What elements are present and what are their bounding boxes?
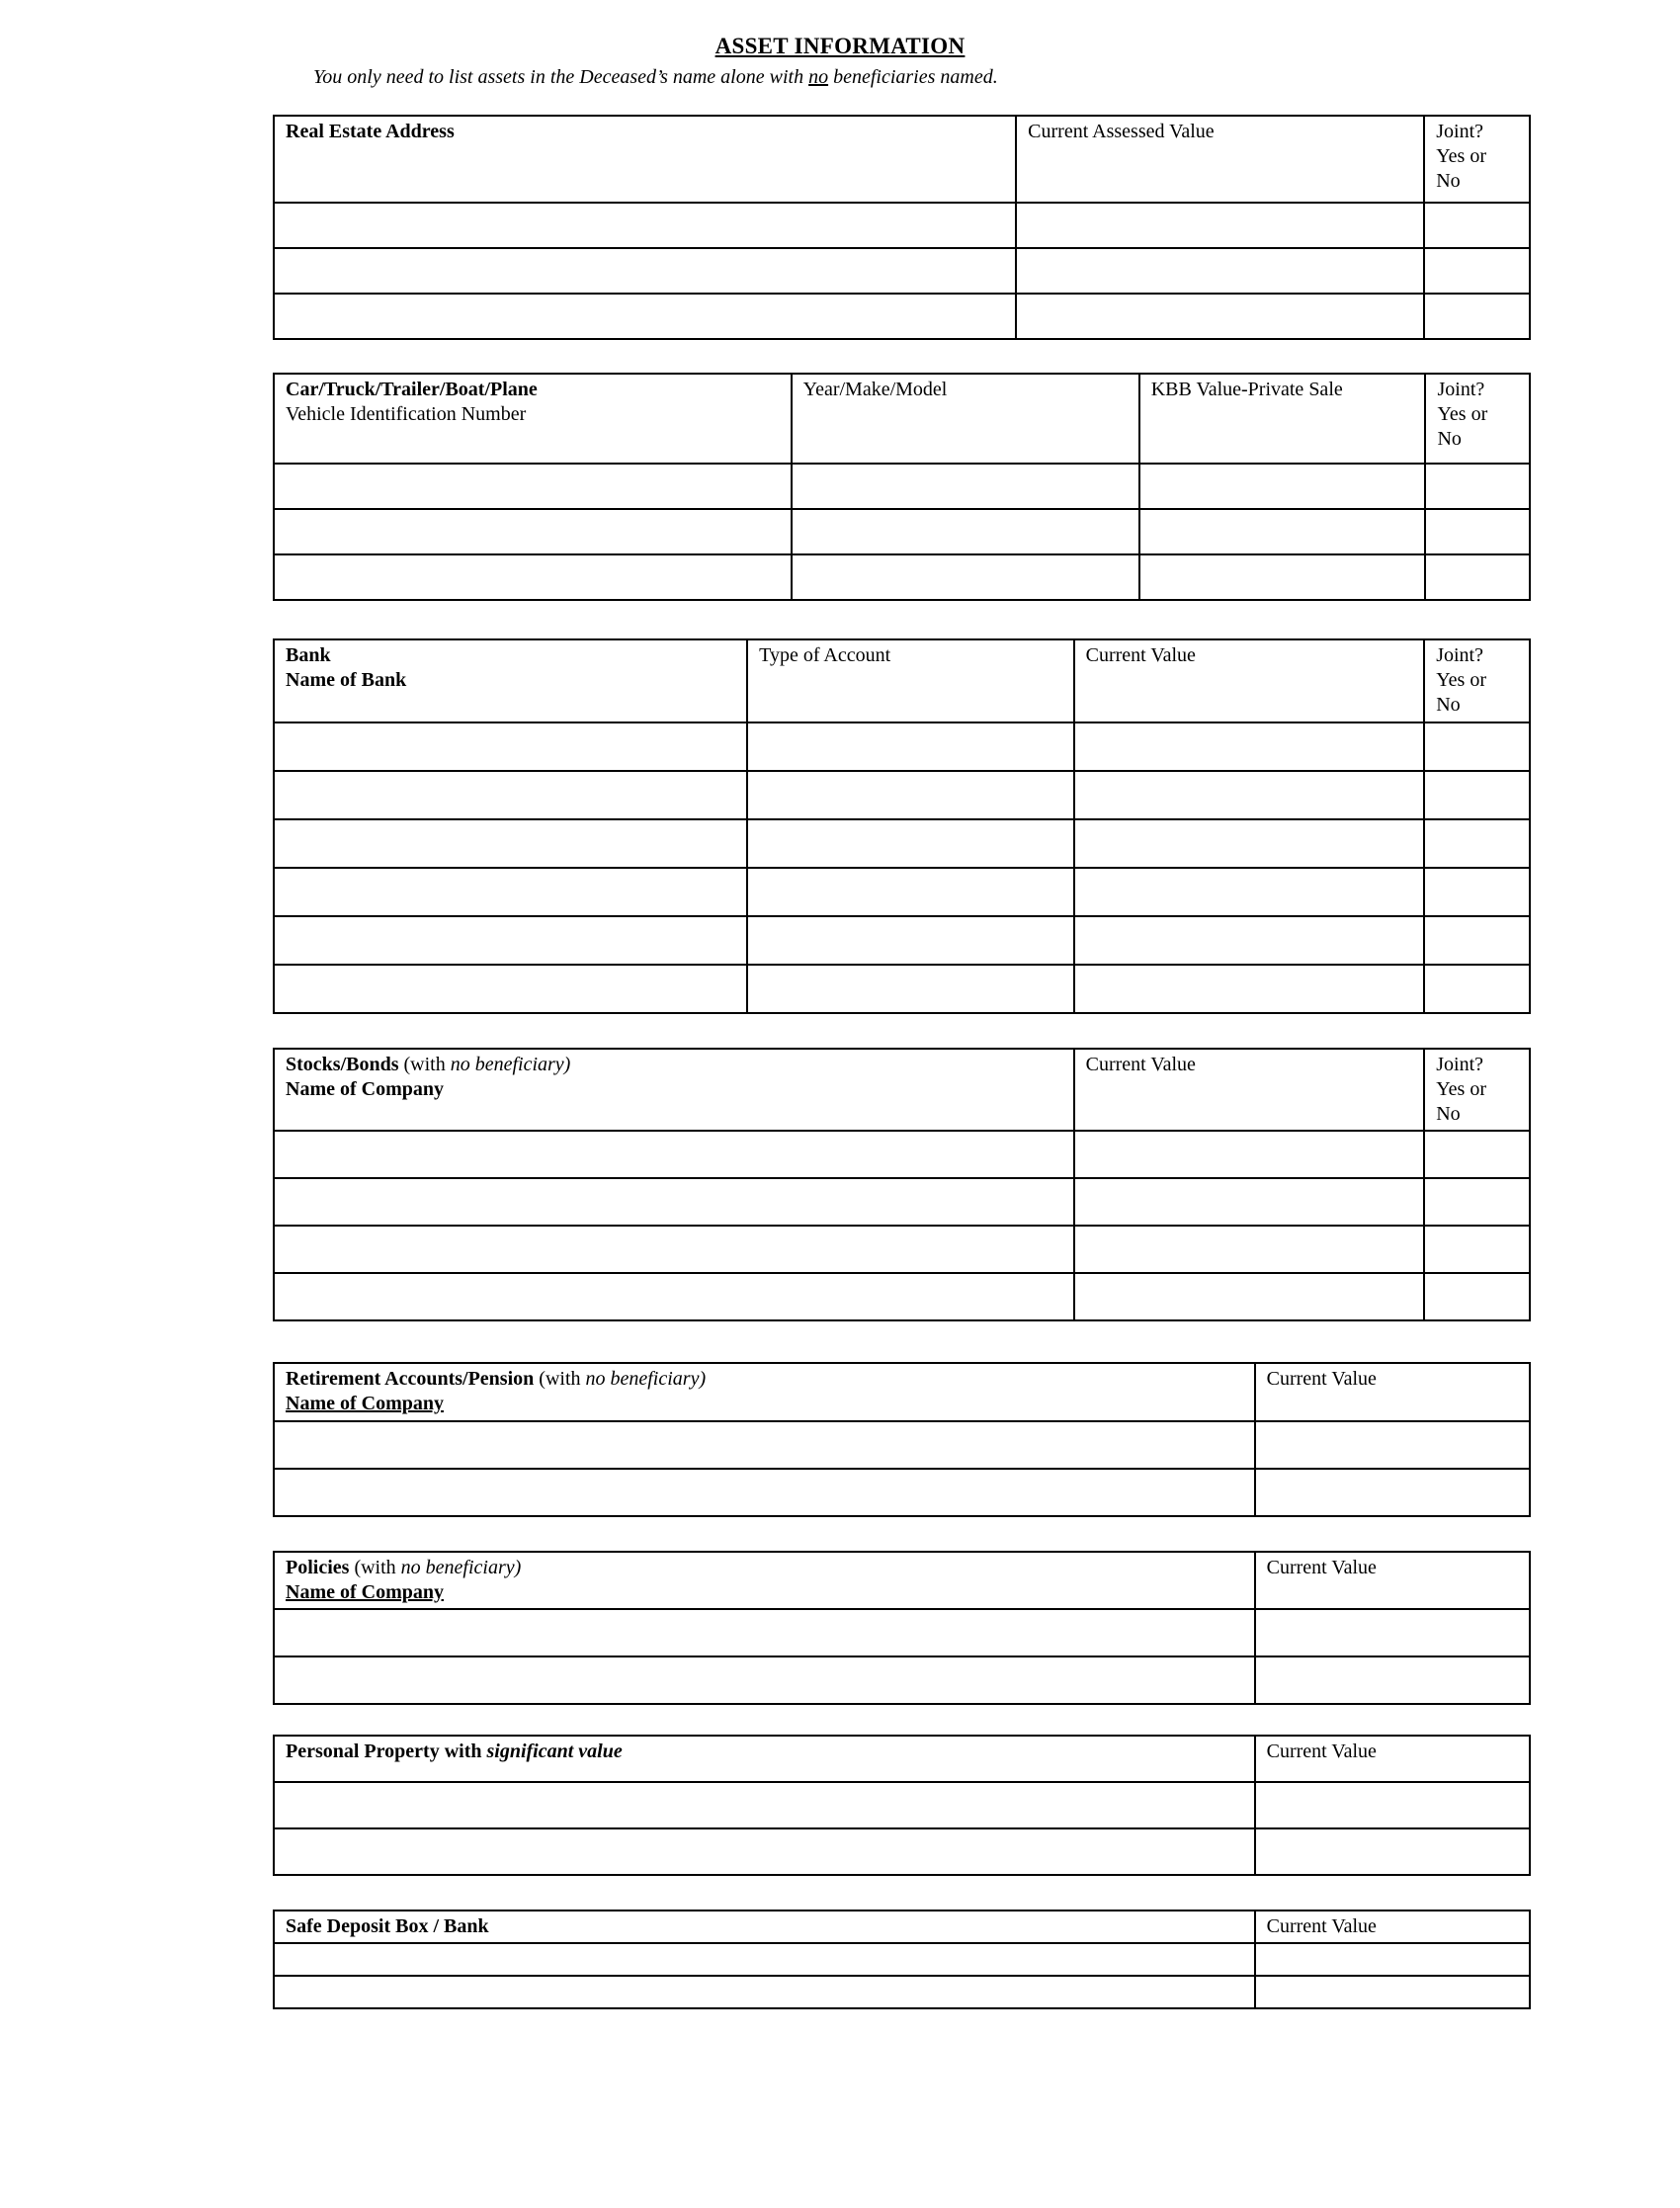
subtitle-text-start: You only need to list assets in the Deceased’s name alone with (313, 66, 809, 88)
header-line (286, 1740, 1243, 1764)
data-row-vehicle-2 (274, 554, 1530, 600)
header-line (1436, 643, 1518, 668)
header-cell-personal-property-1 (1255, 1736, 1530, 1782)
header-line (1267, 1367, 1518, 1392)
header-cell-bank-0 (274, 639, 747, 722)
header-line (1436, 1102, 1518, 1127)
data-row-bank-5 (274, 965, 1530, 1013)
header-line (286, 1556, 1243, 1580)
header-text: (with (534, 1368, 586, 1391)
header-text: Name of Company (286, 1393, 444, 1415)
empty-input-cell (792, 464, 1139, 509)
header-text: (with (349, 1556, 401, 1578)
subtitle-emphasis-no: no (808, 66, 829, 88)
header-text: No (1437, 428, 1462, 451)
header-text: Car/Truck/Trailer/Boat/Plane (286, 379, 538, 400)
header-line (286, 643, 735, 668)
empty-input-cell (1074, 771, 1425, 819)
empty-input-cell (747, 819, 1073, 868)
empty-input-cell (274, 1828, 1255, 1875)
header-text: significant value (486, 1740, 623, 1762)
header-cell-vehicle-3 (1425, 374, 1530, 464)
header-text: Current Assessed Value (1028, 121, 1215, 142)
empty-input-cell (1424, 1178, 1530, 1226)
header-text: Current Value (1085, 1053, 1196, 1075)
data-row-personal-property-1 (274, 1828, 1530, 1875)
empty-input-cell (1139, 554, 1426, 600)
header-cell-vehicle-0 (274, 374, 792, 464)
data-row-vehicle-0 (274, 464, 1530, 509)
table-personal-property (273, 1735, 1531, 1876)
header-line (1267, 1556, 1518, 1580)
header-line (1437, 402, 1518, 427)
header-text: Joint? (1437, 379, 1485, 400)
table-bank (273, 638, 1531, 1014)
header-text: No (1436, 694, 1461, 717)
header-text: No (1436, 170, 1461, 193)
empty-input-cell (1016, 294, 1424, 339)
header-cell-bank-2 (1074, 639, 1425, 722)
empty-input-cell (274, 722, 747, 771)
header-text: Joint? (1436, 644, 1483, 666)
empty-input-cell (274, 965, 747, 1013)
empty-input-cell (274, 1943, 1255, 1976)
header-cell-vehicle-1 (792, 374, 1139, 464)
empty-input-cell (1424, 294, 1530, 339)
header-cell-real-estate-2 (1424, 116, 1530, 203)
header-text: (with (398, 1053, 451, 1075)
header-text: Yes or (1436, 1077, 1486, 1100)
header-line (1436, 1077, 1518, 1102)
table-safe-deposit-box (273, 1910, 1531, 2009)
empty-input-cell (274, 1178, 1074, 1226)
empty-input-cell (1255, 1421, 1530, 1469)
empty-input-cell (1424, 248, 1530, 294)
header-line (1437, 378, 1518, 402)
header-text: Yes or (1436, 145, 1486, 168)
header-text: Stocks/Bonds (286, 1053, 399, 1075)
header-text: no beneficiary) (450, 1053, 571, 1075)
header-row-policies (274, 1552, 1530, 1609)
empty-input-cell (1139, 509, 1426, 554)
header-cell-stocks-bonds-0 (274, 1049, 1074, 1132)
header-row-personal-property (274, 1736, 1530, 1782)
header-text: Name of Bank (286, 669, 407, 692)
empty-input-cell (1074, 965, 1425, 1013)
tables-container (273, 115, 1680, 2009)
empty-input-cell (274, 203, 1016, 248)
empty-input-cell (274, 554, 792, 600)
empty-input-cell (274, 1469, 1255, 1516)
header-text: Joint? (1436, 1053, 1484, 1075)
table-real-estate (273, 115, 1531, 340)
empty-input-cell (1074, 819, 1425, 868)
empty-input-cell (1424, 203, 1530, 248)
header-cell-bank-3 (1424, 639, 1530, 722)
header-cell-stocks-bonds-1 (1074, 1049, 1425, 1132)
empty-input-cell (1016, 203, 1424, 248)
empty-input-cell (1139, 464, 1426, 509)
header-cell-retirement-pension-0 (274, 1363, 1255, 1420)
empty-input-cell (274, 868, 747, 916)
data-row-stocks-bonds-1 (274, 1178, 1530, 1226)
header-cell-vehicle-2 (1139, 374, 1426, 464)
header-text: Current Value (1266, 1740, 1377, 1762)
header-row-real-estate (274, 116, 1530, 203)
header-cell-real-estate-0 (274, 116, 1016, 203)
header-text: Real Estate Address (286, 121, 455, 142)
data-row-bank-3 (274, 868, 1530, 916)
header-line (286, 1914, 1243, 1939)
header-line (1436, 120, 1518, 144)
header-text: Joint? (1436, 121, 1484, 142)
header-line (286, 1077, 1062, 1102)
header-line (1436, 668, 1518, 693)
empty-input-cell (274, 464, 792, 509)
header-row-safe-deposit-box (274, 1911, 1530, 1943)
header-line (1267, 1914, 1518, 1939)
header-text: Current Value (1085, 644, 1196, 666)
header-text: Personal Property with (286, 1740, 487, 1762)
empty-input-cell (1074, 868, 1425, 916)
header-text: Safe Deposit Box / Bank (286, 1914, 489, 1937)
empty-input-cell (1424, 819, 1530, 868)
header-line (759, 643, 1061, 668)
table-retirement-pension (273, 1362, 1531, 1516)
data-row-retirement-pension-1 (274, 1469, 1530, 1516)
data-row-real-estate-0 (274, 203, 1530, 248)
empty-input-cell (1425, 554, 1530, 600)
empty-input-cell (274, 1656, 1255, 1704)
data-row-safe-deposit-box-0 (274, 1943, 1530, 1976)
empty-input-cell (1016, 248, 1424, 294)
header-text: KBB Value-Private Sale (1150, 379, 1343, 400)
header-line (803, 378, 1128, 402)
table-vehicle (273, 373, 1531, 601)
header-cell-policies-0 (274, 1552, 1255, 1609)
empty-input-cell (747, 868, 1073, 916)
empty-input-cell (1074, 722, 1425, 771)
header-line (286, 378, 780, 402)
data-row-bank-4 (274, 916, 1530, 965)
empty-input-cell (1255, 1976, 1530, 2008)
header-text: Current Value (1266, 1556, 1377, 1578)
header-line (286, 402, 780, 427)
empty-input-cell (1424, 916, 1530, 965)
empty-input-cell (747, 965, 1073, 1013)
empty-input-cell (1074, 1226, 1425, 1273)
empty-input-cell (1425, 464, 1530, 509)
header-text: Name of Company (286, 1077, 444, 1100)
header-row-retirement-pension (274, 1363, 1530, 1420)
header-text: Type of Account (759, 644, 891, 666)
header-text: No (1436, 1102, 1461, 1125)
header-line (1436, 144, 1518, 169)
data-row-real-estate-1 (274, 248, 1530, 294)
data-row-bank-1 (274, 771, 1530, 819)
header-text: Bank (286, 644, 331, 666)
header-cell-bank-1 (747, 639, 1073, 722)
header-line (286, 120, 1004, 144)
header-cell-stocks-bonds-2 (1424, 1049, 1530, 1132)
empty-input-cell (1255, 1943, 1530, 1976)
empty-input-cell (1424, 1226, 1530, 1273)
header-row-stocks-bonds (274, 1049, 1530, 1132)
empty-input-cell (1424, 722, 1530, 771)
header-line (286, 1580, 1243, 1605)
empty-input-cell (274, 248, 1016, 294)
empty-input-cell (274, 1226, 1074, 1273)
empty-input-cell (792, 554, 1139, 600)
empty-input-cell (792, 509, 1139, 554)
empty-input-cell (1424, 771, 1530, 819)
header-row-bank (274, 639, 1530, 722)
header-line (1436, 693, 1518, 718)
empty-input-cell (1255, 1656, 1530, 1704)
empty-input-cell (274, 916, 747, 965)
data-row-policies-1 (274, 1656, 1530, 1704)
table-stocks-bonds (273, 1048, 1531, 1322)
header-line (286, 1367, 1243, 1392)
header-line (1086, 1053, 1413, 1077)
header-line (286, 1392, 1243, 1416)
page-subtitle (313, 65, 1680, 89)
header-line (286, 668, 735, 693)
empty-input-cell (1425, 509, 1530, 554)
data-row-stocks-bonds-2 (274, 1226, 1530, 1273)
header-text: Vehicle Identification Number (286, 403, 527, 426)
empty-input-cell (1074, 1273, 1425, 1320)
data-row-safe-deposit-box-1 (274, 1976, 1530, 2008)
empty-input-cell (274, 1421, 1255, 1469)
asset-information-form-page (0, 34, 1680, 2208)
empty-input-cell (274, 1976, 1255, 2008)
data-row-personal-property-0 (274, 1782, 1530, 1828)
empty-input-cell (1424, 965, 1530, 1013)
empty-input-cell (747, 916, 1073, 965)
data-row-policies-0 (274, 1609, 1530, 1656)
empty-input-cell (274, 1273, 1074, 1320)
header-text: Policies (286, 1556, 350, 1578)
header-text: no beneficiary) (585, 1368, 707, 1391)
header-cell-safe-deposit-box-0 (274, 1911, 1255, 1943)
header-cell-policies-1 (1255, 1552, 1530, 1609)
empty-input-cell (747, 771, 1073, 819)
data-row-real-estate-2 (274, 294, 1530, 339)
header-line (1437, 427, 1518, 452)
header-cell-personal-property-0 (274, 1736, 1255, 1782)
empty-input-cell (274, 1782, 1255, 1828)
data-row-stocks-bonds-0 (274, 1131, 1530, 1178)
header-line (1436, 1053, 1518, 1077)
empty-input-cell (1255, 1782, 1530, 1828)
header-line (1028, 120, 1412, 144)
empty-input-cell (1424, 1131, 1530, 1178)
empty-input-cell (1424, 1273, 1530, 1320)
header-line (1436, 169, 1518, 194)
table-policies (273, 1551, 1531, 1705)
header-text: Year/Make/Model (802, 379, 948, 400)
header-cell-safe-deposit-box-1 (1255, 1911, 1530, 1943)
subtitle-text-end: beneficiaries named. (828, 66, 998, 88)
header-line (1267, 1740, 1518, 1764)
empty-input-cell (274, 294, 1016, 339)
empty-input-cell (1255, 1828, 1530, 1875)
header-cell-retirement-pension-1 (1255, 1363, 1530, 1420)
empty-input-cell (274, 771, 747, 819)
header-line (1151, 378, 1414, 402)
empty-input-cell (1424, 868, 1530, 916)
header-text: Yes or (1437, 403, 1488, 426)
empty-input-cell (274, 1609, 1255, 1656)
empty-input-cell (274, 1131, 1074, 1178)
data-row-retirement-pension-0 (274, 1421, 1530, 1469)
page-title: ASSET INFORMATION (714, 34, 966, 58)
header-text: Yes or (1436, 669, 1486, 692)
header-text: Name of Company (286, 1580, 444, 1603)
empty-input-cell (274, 509, 792, 554)
header-cell-real-estate-1 (1016, 116, 1424, 203)
header-text: no beneficiary) (400, 1556, 522, 1578)
data-row-bank-2 (274, 819, 1530, 868)
header-row-vehicle (274, 374, 1530, 464)
empty-input-cell (1074, 916, 1425, 965)
empty-input-cell (1074, 1131, 1425, 1178)
header-text: Current Value (1266, 1368, 1377, 1391)
empty-input-cell (747, 722, 1073, 771)
empty-input-cell (1255, 1609, 1530, 1656)
header-text: Current Value (1266, 1914, 1377, 1937)
header-line (286, 1053, 1062, 1077)
header-text: Retirement Accounts/Pension (286, 1368, 535, 1391)
data-row-vehicle-1 (274, 509, 1530, 554)
header-line (1086, 643, 1413, 668)
data-row-stocks-bonds-3 (274, 1273, 1530, 1320)
empty-input-cell (1255, 1469, 1530, 1516)
empty-input-cell (1074, 1178, 1425, 1226)
empty-input-cell (274, 819, 747, 868)
data-row-bank-0 (274, 722, 1530, 771)
